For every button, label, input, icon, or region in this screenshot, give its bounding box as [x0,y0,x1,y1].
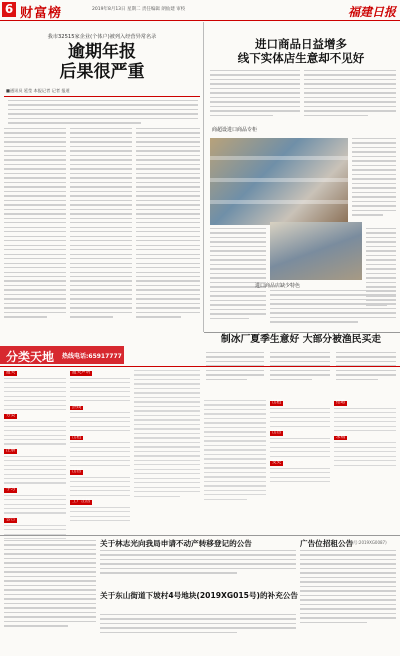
article2-col6 [270,290,396,326]
page-number: 6 [2,2,16,17]
notices-rule [0,535,400,536]
notice2-title: 关于东山街道下坡村4号地块(2019XG015号)的补充公告 [100,591,298,600]
article1-col2 [70,128,132,321]
newspaper-logo: 福建日报 [347,5,396,19]
article2-headline-line2: 线下实体店生意却不见好 [237,51,365,66]
article2-col3 [352,138,396,219]
ads-col-right2 [270,400,330,486]
ads-col-right3 [334,400,396,469]
article-annual-report [4,33,200,82]
article2-subhead-bottom: 进口商品店缺少特色 [255,283,301,289]
section-title: 财富榜 [20,6,63,21]
article2-col2 [304,70,396,119]
ad-category: 遗失 [6,370,16,375]
ad-category: 出租 [72,434,82,440]
ads-col-mid [70,370,130,525]
ad-category: 遗失声明 [72,370,91,375]
article3-col2 [270,352,330,383]
notice-left-body [4,540,96,630]
article2-col1 [210,70,300,119]
classified-banner [0,346,124,364]
ad-category: 求购 [336,434,346,440]
article1-rule [4,96,200,97]
article1-col3 [136,128,200,321]
header-meta: 2019年8月13日 星期二 责任编辑 朗仙建 审校 [92,7,186,12]
notice3-tag: (编号:2019XG0087) [348,540,387,545]
ad-category: 分类 [6,413,16,419]
article2-headline-line1: 进口商品日益增多 [255,37,347,51]
ad-category: 出售 [72,469,82,475]
ad-category: 工厂出售 [72,499,91,505]
column-divider [203,22,204,332]
article3-col1 [206,352,264,383]
ad-category: 出租 [272,400,282,405]
ad-category: 注册 [6,447,16,453]
article2-subhead-top: 商超设进口商品专柜 [212,127,258,133]
notice3-body [300,550,396,626]
article1-lede [8,100,198,127]
article1-kicker: 我市32515家企业(个体户)被列入经营异常名录 [47,34,157,40]
notice2-body [100,614,296,636]
classified-phone: 热线电话:65917777 [62,353,122,360]
ad-category: 招聘 [336,400,346,405]
article3-headline: 制冰厂夏季生意好 大部分被渔民买走 [220,334,382,345]
ads-col-left [4,370,66,543]
article-imported-goods [206,38,396,65]
notice1-body [100,550,296,577]
article2-col4 [210,228,266,322]
ads-col-center [134,370,200,500]
supermarket-photo [210,138,348,225]
ad-category: 变更 [272,460,282,466]
article1-headline-line1: 逾期年报 [68,42,136,62]
article3-col3 [336,352,396,383]
article2-bottom-rule [204,332,400,333]
classified-rule [0,366,400,367]
ad-category: 学习 [6,486,16,492]
ad-category: 出售 [272,430,282,436]
notice3-title: 广告位招租公告 [300,539,354,548]
article1-byline: ■通讯员 延莹 本报记者 记者 报道 [6,88,70,93]
ads-col-right1 [204,400,266,503]
article1-col1 [4,128,66,321]
classified-title: 分类天地 [6,350,55,364]
ad-category: 热线 [72,404,82,410]
page-header [0,0,400,21]
notice1-title: 关于林志光向我局申请不动产转移登记的公告 [100,539,252,548]
ad-category: 公告 [6,516,16,522]
import-store-photo [270,222,362,280]
article1-headline-line2: 后果很严重 [59,61,145,82]
